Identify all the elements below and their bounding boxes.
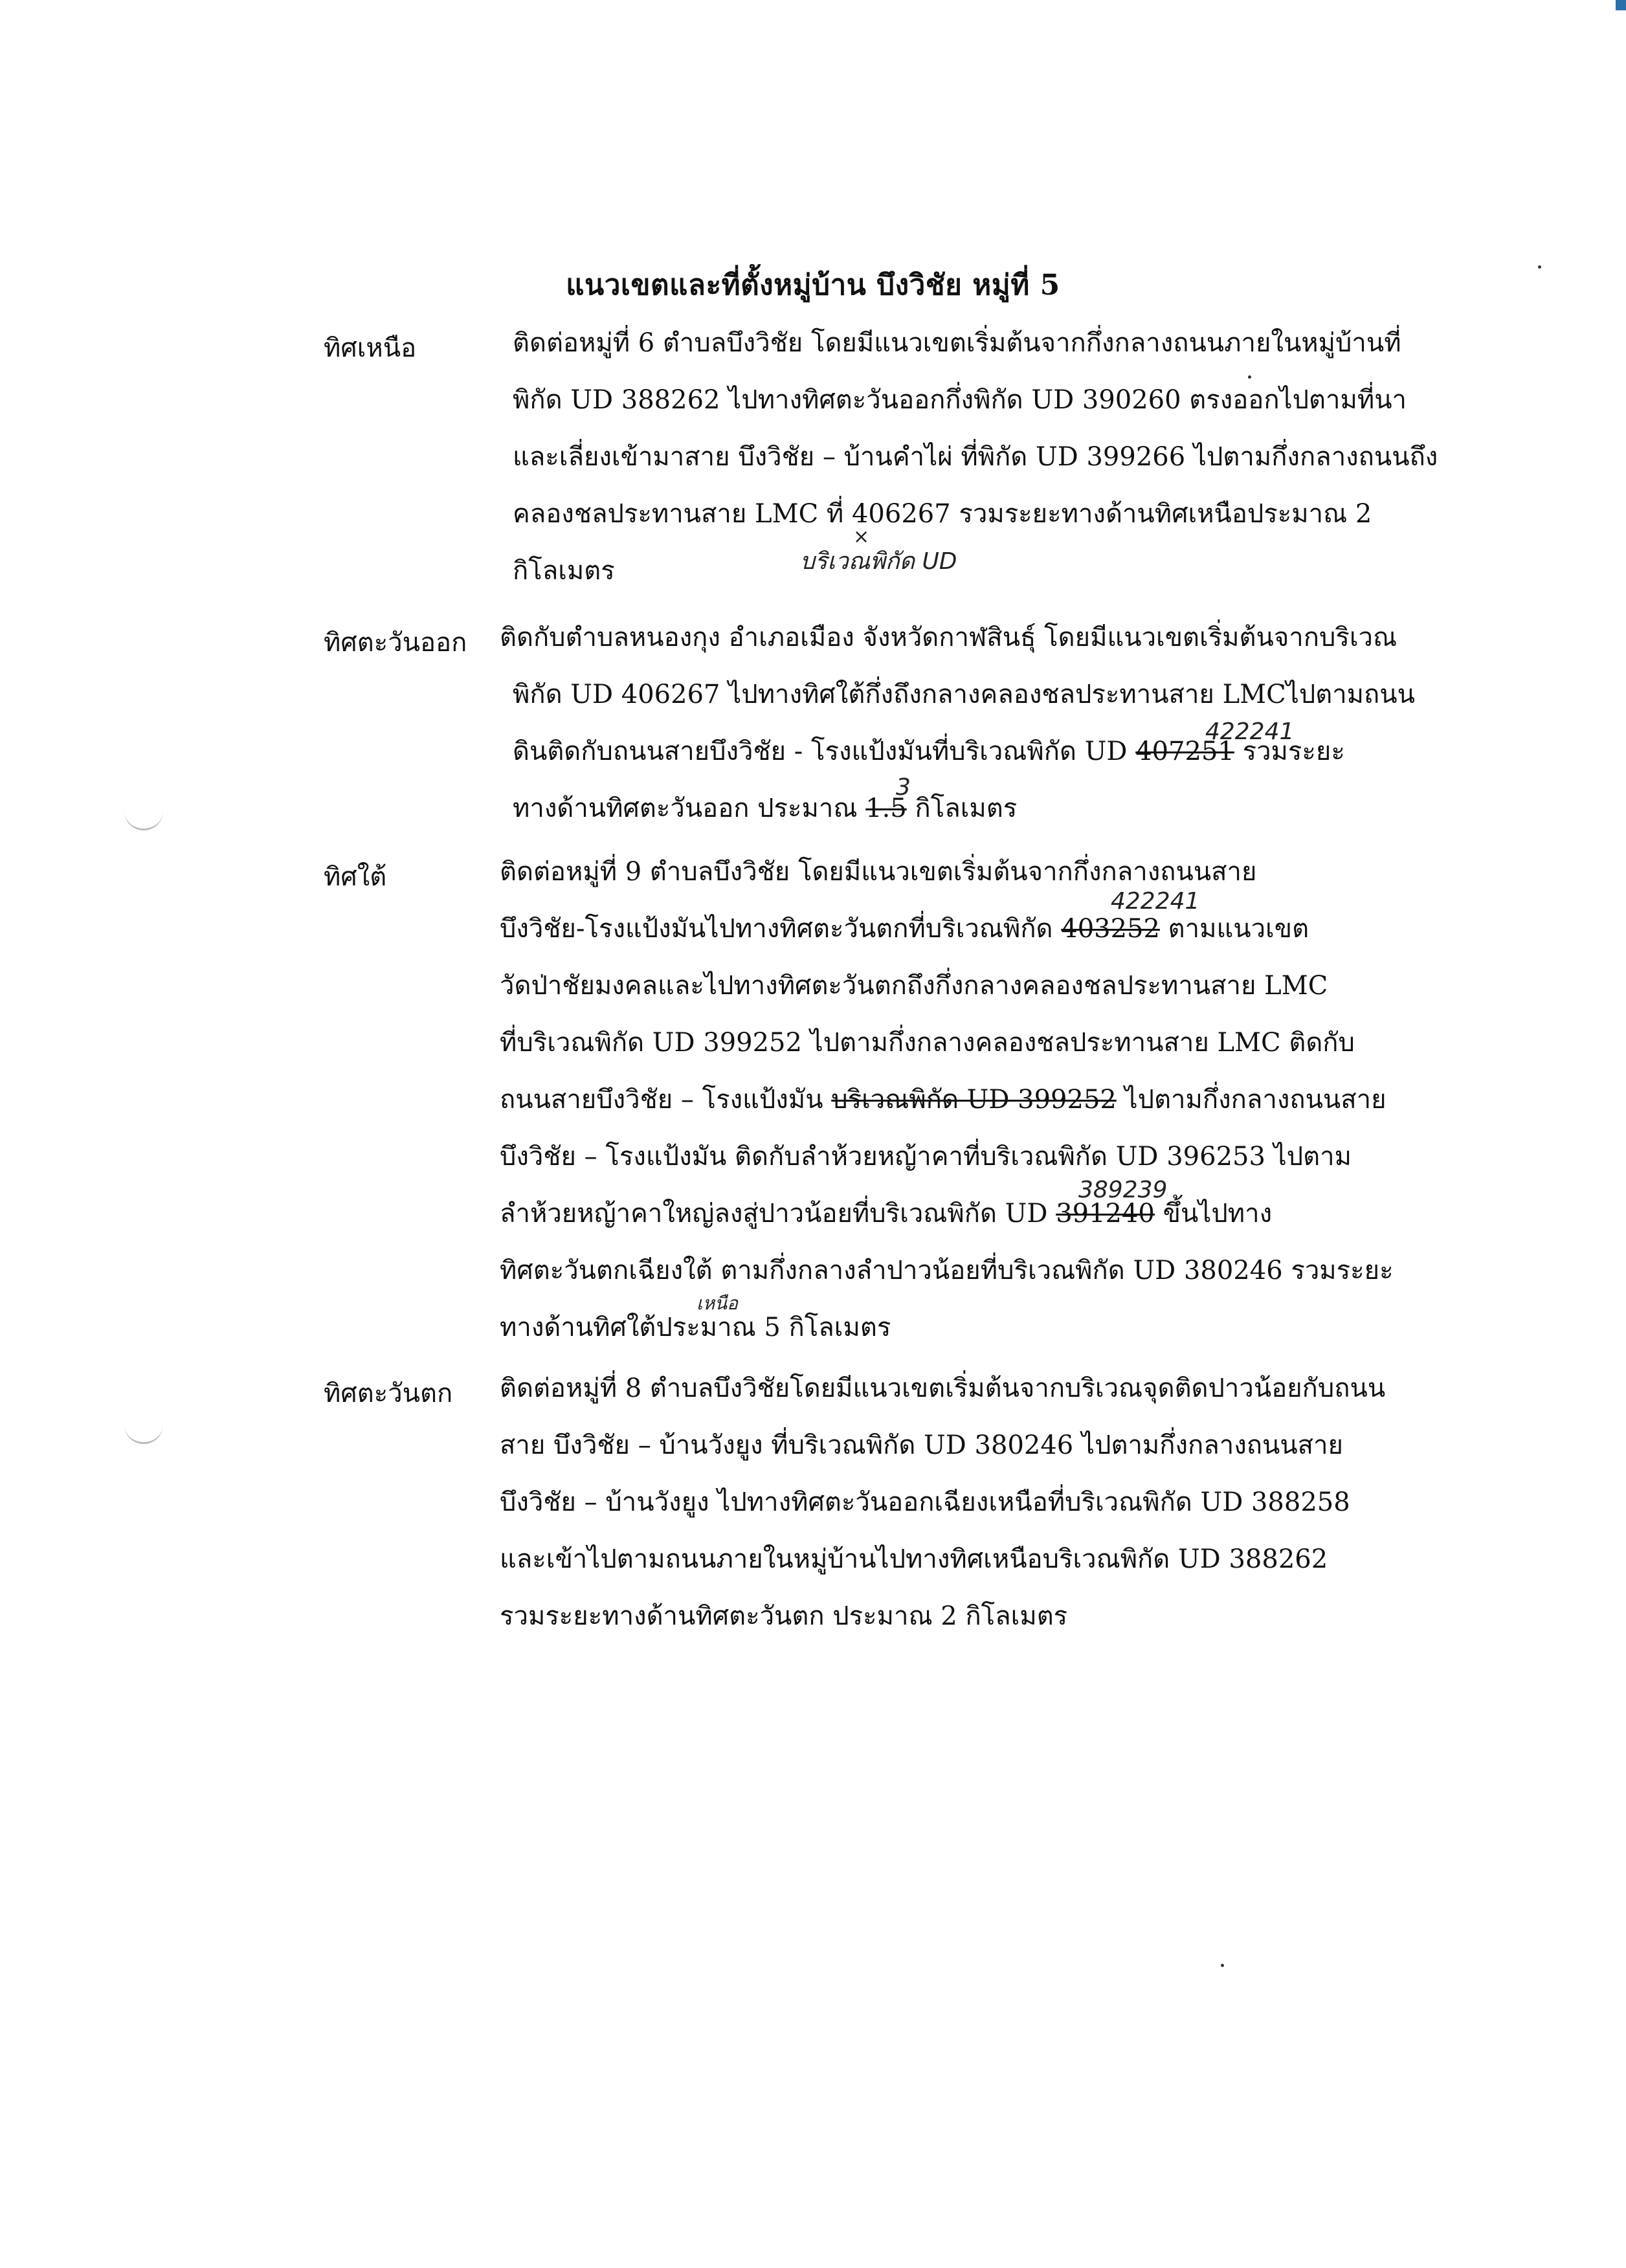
- south-line-6: บึงวิชัย – โรงแป้งมัน ติดกับลำห้วยหญ้าคาที่บริเวณพิกัด UD 396253 ไปตาม: [500, 1142, 1352, 1172]
- south-line-5: ถนนสายบึงวิชัย – โรงแป้งมัน บริเวณพิกัด UD 399252 ไปตามกึ่งกลางถนนสาย: [500, 1085, 1387, 1115]
- label-east: ทิศตะวันออก: [324, 628, 467, 658]
- handwritten-correction: 422241: [1111, 888, 1200, 915]
- corner-mark: [1616, 0, 1626, 10]
- insert-caret: ×: [853, 526, 870, 548]
- label-west: ทิศตะวันตก: [324, 1379, 453, 1408]
- east-line-3: ดินติดกับถนนสายบึงวิชัย - โรงแป้งมันที่บริเวณพิกัด UD 407251 รวมระยะ: [513, 737, 1345, 766]
- handwritten-note: บริเวณพิกัด UD: [800, 548, 957, 575]
- handwritten-correction: 3: [896, 774, 911, 801]
- handwritten-correction: เหนือ: [696, 1293, 738, 1314]
- west-line-4: และเข้าไปตามถนนภายในหมู่บ้านไปทางทิศเหนือบริเวณพิกัด UD 388262: [500, 1544, 1328, 1574]
- north-line-4: คลองชลประทานสาย LMC ที่ 406267 รวมระยะทางด้านทิศเหนือประมาณ 2: [513, 499, 1372, 529]
- label-south: ทิศใต้: [324, 862, 387, 892]
- west-line-3: บึงวิชัย – บ้านวังยูง ไปทางทิศตะวันออกเฉียงเหนือที่บริเวณพิกัด UD 388258: [500, 1487, 1350, 1517]
- south-line-1: ติดต่อหมู่ที่ 9 ตำบลบึงวิชัย โดยมีแนวเขตเริ่มต้นจากกึ่งกลางถนนสาย: [500, 857, 1257, 887]
- south-line-8: ทิศตะวันตกเฉียงใต้ ตามกึ่งกลางลำปาวน้อยที่บริเวณพิกัด UD 380246 รวมระยะ: [500, 1256, 1394, 1285]
- struck-value: 391240: [1056, 1199, 1155, 1228]
- north-line-2: พิกัด UD 388262 ไปทางทิศตะวันออกกึ่งพิกัด UD 390260 ตรงออกไปตามที่นา: [513, 385, 1407, 415]
- south-line-7: ลำห้วยหญ้าคาใหญ่ลงสู่ปาวน้อยที่บริเวณพิกัด UD 391240 ขึ้นไปทาง: [500, 1199, 1273, 1228]
- east-line-2: พิกัด UD 406267 ไปทางทิศใต้กึ่งถึงกลางคลองชลประทานสาย LMCไปตามถนน: [513, 680, 1415, 709]
- struck-value: 403252: [1061, 914, 1160, 944]
- south-line-3: วัดป่าชัยมงคลและไปทางทิศตะวันตกถึงกึ่งกลางคลองชลประทานสาย LMC: [500, 971, 1328, 1001]
- east-line-1: ติดกับตำบลหนองกุง อำเภอเมือง จังหวัดกาฬสินธุ์ โดยมีแนวเขตเริ่มต้นจากบริเวณ: [500, 623, 1398, 652]
- south-line-4: ที่บริเวณพิกัด UD 399252 ไปตามกึ่งกลางคลองชลประทานสาย LMC ติดกับ: [500, 1028, 1355, 1058]
- handwritten-correction: 389239: [1078, 1177, 1168, 1203]
- struck-value: 407251: [1135, 737, 1234, 766]
- north-line-1: ติดต่อหมู่ที่ 6 ตำบลบึงวิชัย โดยมีแนวเขตเริ่มต้นจากกึ่งกลางถนนภายในหมู่บ้านที่: [513, 328, 1401, 358]
- label-north: ทิศเหนือ: [324, 333, 417, 363]
- west-line-1: ติดต่อหมู่ที่ 8 ตำบลบึงวิชัยโดยมีแนวเขตเริ่มต้นจากบริเวณจุดติดปาวน้อยกับถนน: [500, 1373, 1386, 1403]
- punch-hole-mark: [124, 1416, 163, 1444]
- handwritten-correction: 422241: [1205, 718, 1295, 745]
- south-line-9: ทางด้านทิศใต้ประมาณ 5 กิโลเมตร: [500, 1313, 891, 1342]
- west-line-5: รวมระยะทางด้านทิศตะวันตก ประมาณ 2 กิโลเมตร: [500, 1601, 1068, 1631]
- struck-value: บริเวณพิกัด UD 399252: [831, 1085, 1117, 1115]
- page-title: แนวเขตและที่ตั้งหมู่บ้าน บึงวิชัย หมู่ที่ 5: [566, 269, 1060, 302]
- north-line-3: และเลี่ยงเข้ามาสาย บึงวิชัย – บ้านคำไผ่ ที่พิกัด UD 399266 ไปตามกึ่งกลางถนนถึง: [513, 442, 1438, 472]
- scan-speck: [1248, 375, 1251, 379]
- north-line-5: กิโลเมตร: [513, 556, 615, 586]
- south-line-2: บึงวิชัย-โรงแป้งมันไปทางทิศตะวันตกที่บริเวณพิกัด 403252 ตามแนวเขต: [500, 914, 1309, 944]
- west-line-2: สาย บึงวิชัย – บ้านวังยูง ที่บริเวณพิกัด UD 380246 ไปตามกึ่งกลางถนนสาย: [500, 1430, 1343, 1460]
- struck-value: 1.5: [865, 794, 907, 823]
- east-line-4: ทางด้านทิศตะวันออก ประมาณ 1.5 กิโลเมตร: [513, 794, 1018, 823]
- punch-hole-mark: [124, 803, 163, 830]
- scan-speck: [1221, 1964, 1224, 1967]
